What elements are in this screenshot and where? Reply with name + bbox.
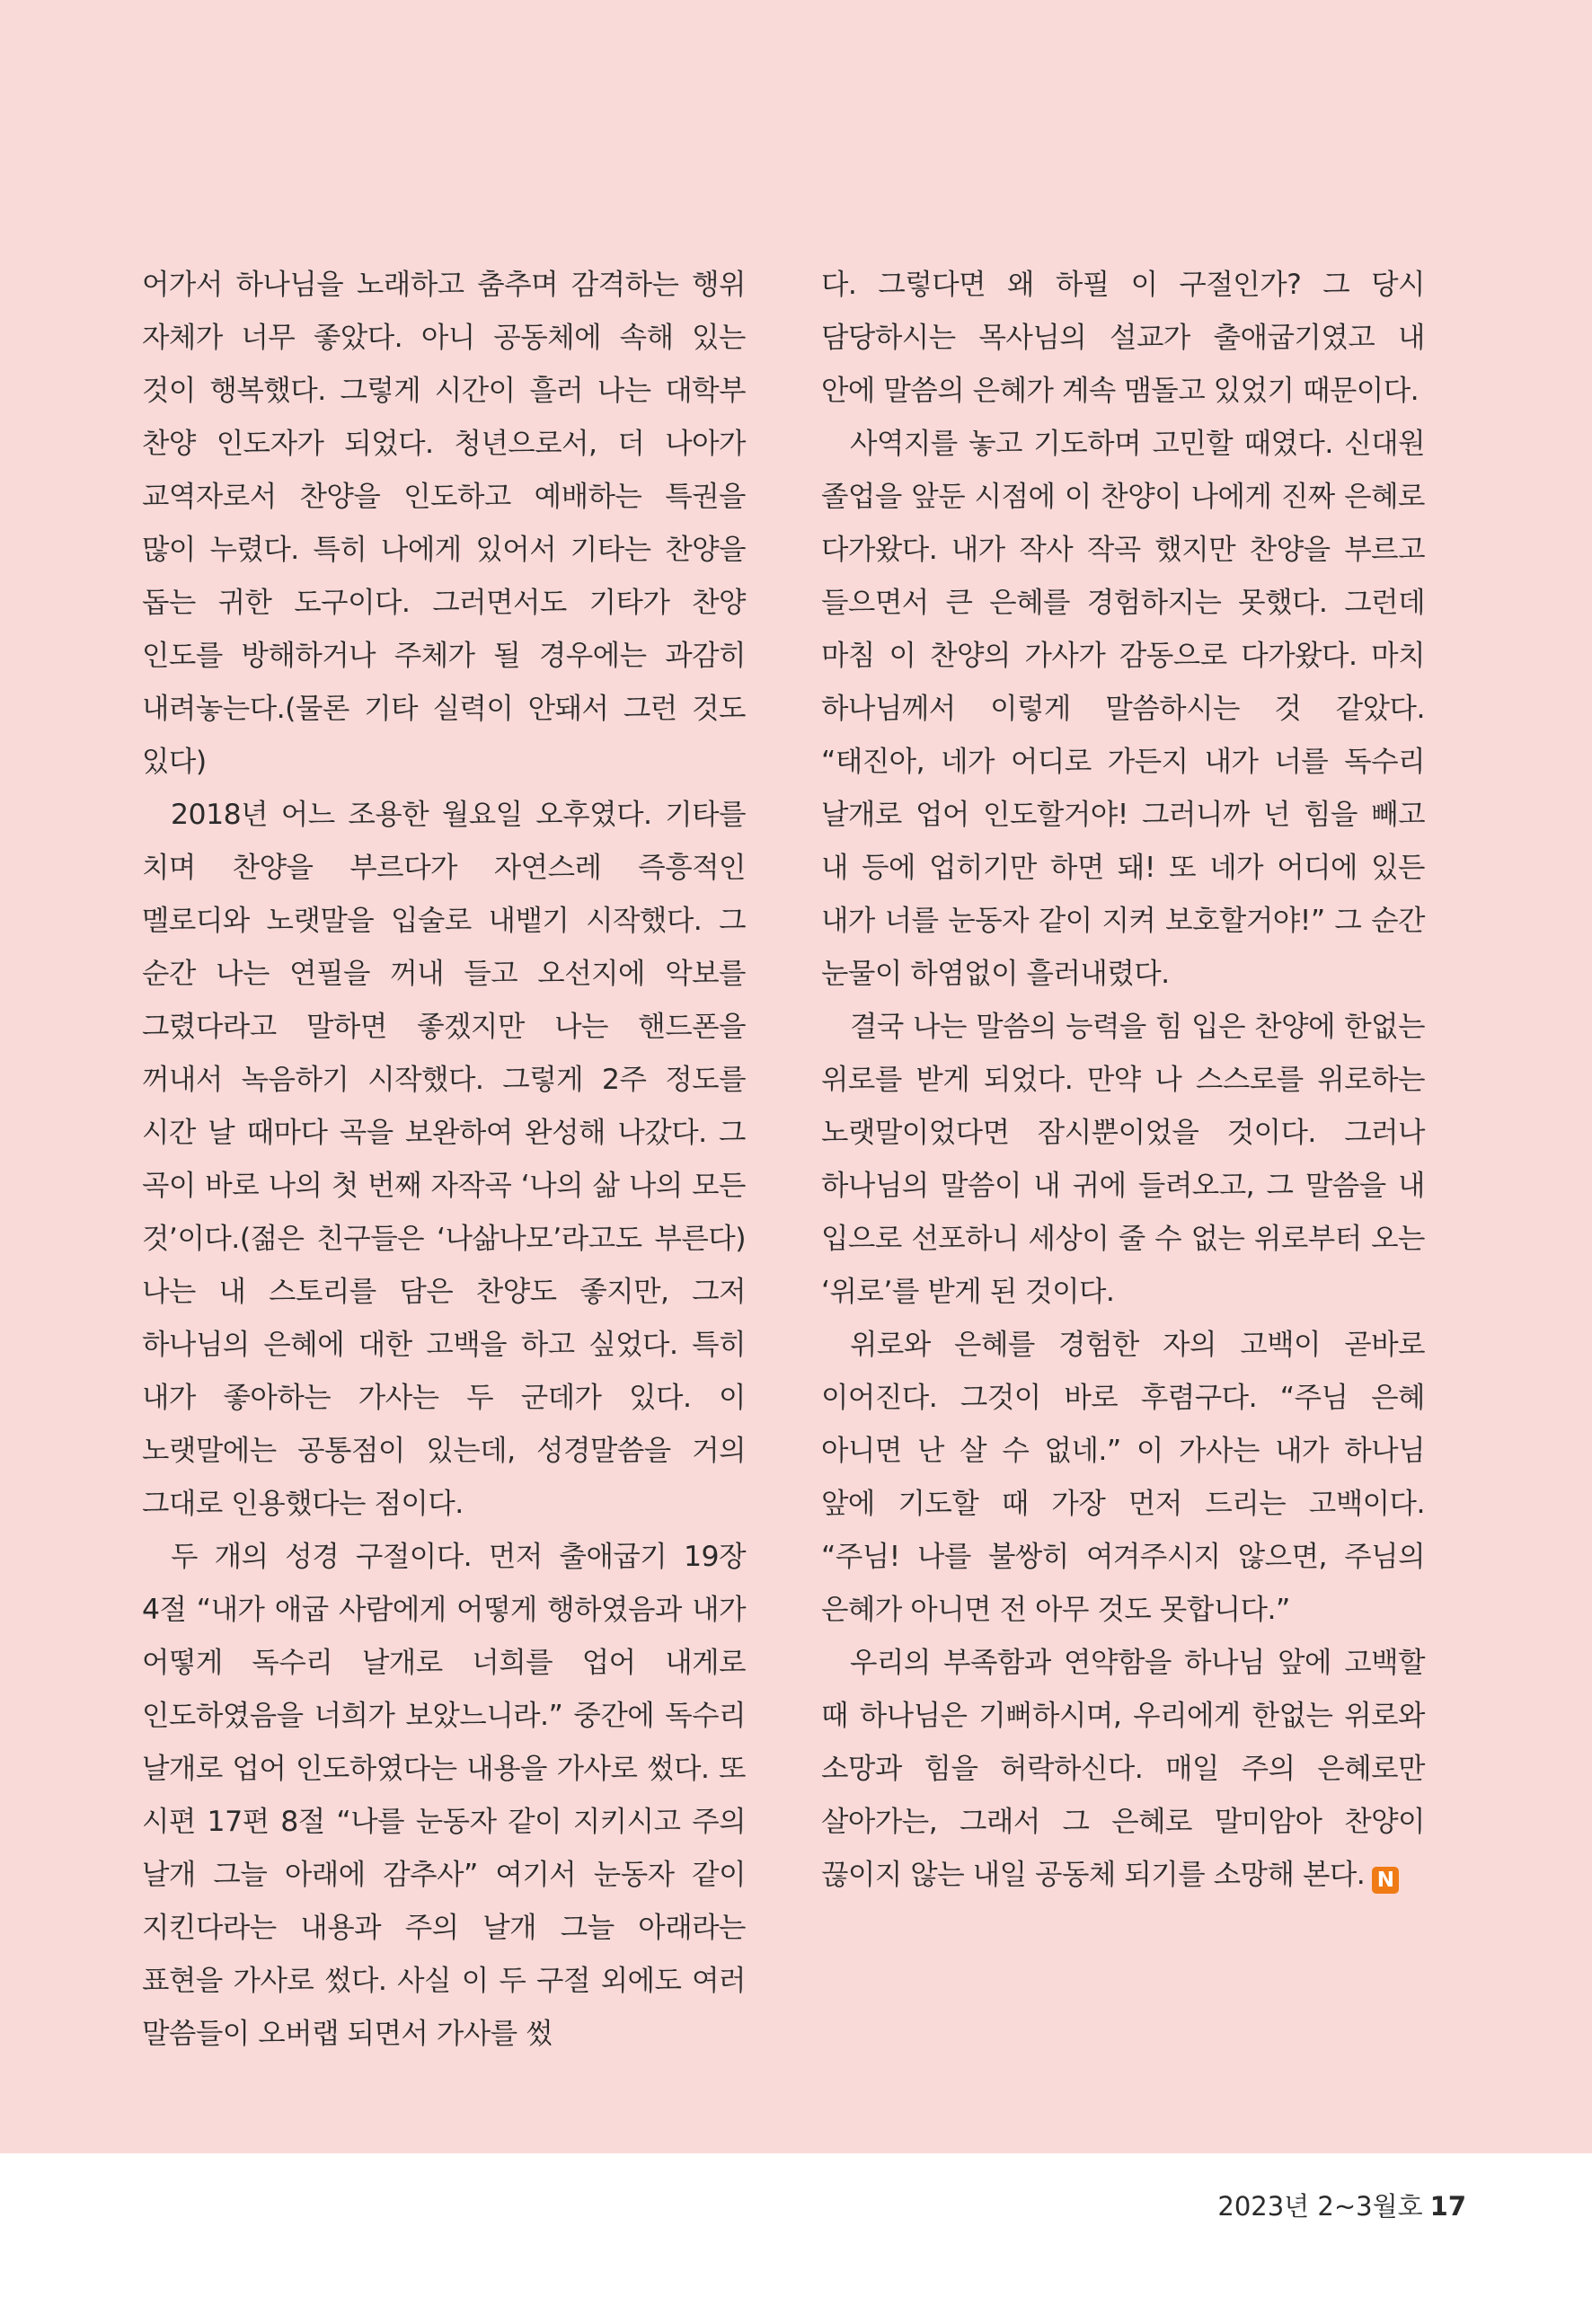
paragraph: 두 개의 성경 구절이다. 먼저 출애굽기 19장 4절 “내가 애굽 사람에게 어떻게 행하였음과 내가 어떻게 독수리 날개로 너희를 업어 내게로 인도하였음을 너희가 보았느니라.” 중간에 독수리 날개로 업어 인도하였다는 내용을 가사로 썼다. 또 시편 17편 8절 “나를 눈동자 같이 지키시고 주의 날개 그늘 아래에 감추사” 여기서 눈동자 같이 지킨다라는 내용과 주의 날개 그늘 아래라는 표현을 가사로 썼다. 사실 이 두 구절 외에도 여러 말씀들이 오버랩 되면서 가사를 썼 xyxy=(142,1541,746,2050)
article-column-left xyxy=(142,259,746,2061)
issue-label: 2023년 2~3월호 xyxy=(1217,2191,1423,2222)
paragraph: 위로와 은혜를 경험한 자의 고백이 곧바로 이어진다. 그것이 바로 후렴구다. “주님 은혜 아니면 난 살 수 없네.” 이 가사는 내가 하나님 앞에 기도할 때 가장 먼저 드리는 고백이다. “주님! 나를 불쌍히 여겨주시지 않으면, 주님의 은혜가 아니면 전 아무 것도 못합니다.” xyxy=(821,1329,1425,1626)
end-mark-icon: N xyxy=(1372,1867,1399,1894)
page-footer xyxy=(1217,2188,1466,2224)
paragraph: 사역지를 놓고 기도하며 고민할 때였다. 신대원 졸업을 앞둔 시점에 이 찬양이 나에게 진짜 은혜로 다가왔다. 내가 작사 작곡 했지만 찬양을 부르고 들으면서 큰 은혜를 경험하지는 못했다. 그런데 마침 이 찬양의 가사가 감동으로 다가왔다. 마치 하나님께서 이렇게 말씀하시는 것 같았다. “태진아, 네가 어디로 가든지 내가 너를 독수리 날개로 업어 인도할거야! 그러니까 넌 힘을 빼고 내 등에 업히기만 하면 돼! 또 네가 어디에 있든 내가 너를 눈동자 같이 지켜 보호할거야!” 그 순간 눈물이 하염없이 흘러내렸다. xyxy=(821,428,1425,990)
last-paragraph xyxy=(821,1637,1425,1902)
paragraph: 결국 나는 말씀의 능력을 힘 입은 찬양에 한없는 위로를 받게 되었다. 만약 나 스스로를 위로하는 노랫말이었다면 잠시뿐이었을 것이다. 그러나 하나님의 말씀이 내 귀에 들려오고, 그 말씀을 내 입으로 선포하니 세상이 줄 수 없는 위로부터 오는 ‘위로’를 받게 된 것이다. xyxy=(821,1011,1425,1308)
paragraph: 2018년 어느 조용한 월요일 오후였다. 기타를 치며 찬양을 부르다가 자연스레 즉흥적인 멜로디와 노랫말을 입술로 내뱉기 시작했다. 그 순간 나는 연필을 꺼내 들고 오선지에 악보를 그렸다라고 말하면 좋겠지만 나는 핸드폰을 꺼내서 녹음하기 시작했다. 그렇게 2주 정도를 시간 날 때마다 곡을 보완하여 완성해 나갔다. 그 곡이 바로 나의 첫 번째 자작곡 ‘나의 삶 나의 모든 것’이다.(젊은 친구들은 ‘나삶나모’라고도 부른다) 나는 내 스토리를 담은 찬양도 좋지만, 그저 하나님의 은혜에 대한 고백을 하고 싶었다. 특히 내가 좋아하는 가사는 두 군데가 있다. 이 노랫말에는 공통점이 있는데, 성경말씀을 거의 그대로 인용했다는 점이다. xyxy=(142,799,746,1520)
article-column-right xyxy=(821,259,1425,1902)
page-number: 17 xyxy=(1429,2191,1466,2222)
paragraph: 어가서 하나님을 노래하고 춤추며 감격하는 행위 자체가 너무 좋았다. 아니 공동체에 속해 있는 것이 행복했다. 그렇게 시간이 흘러 나는 대학부 찬양 인도자가 되었다. 청년으로서, 더 나아가 교역자로서 찬양을 인도하고 예배하는 특권을 많이 누렸다. 특히 나에게 있어서 기타는 찬양을 돕는 귀한 도구이다. 그러면서도 기타가 찬양 인도를 방해하거나 주체가 될 경우에는 과감히 내려놓는다.(물론 기타 실력이 안돼서 그런 것도 있다) xyxy=(142,269,746,778)
paragraph-text: 우리의 부족함과 연약함을 하나님 앞에 고백할 때 하나님은 기뻐하시며, 우리에게 한없는 위로와 소망과 힘을 허락하신다. 매일 주의 은혜로만 살아가는, 그래서 그 은혜로 말미암아 찬양이 끊이지 않는 내일 공동체 되기를 소망해 본다. xyxy=(821,1647,1425,1891)
paragraph: 다. 그렇다면 왜 하필 이 구절인가? 그 당시 담당하시는 목사님의 설교가 출애굽기였고 내 안에 말씀의 은혜가 계속 맴돌고 있었기 때문이다. xyxy=(821,269,1425,407)
